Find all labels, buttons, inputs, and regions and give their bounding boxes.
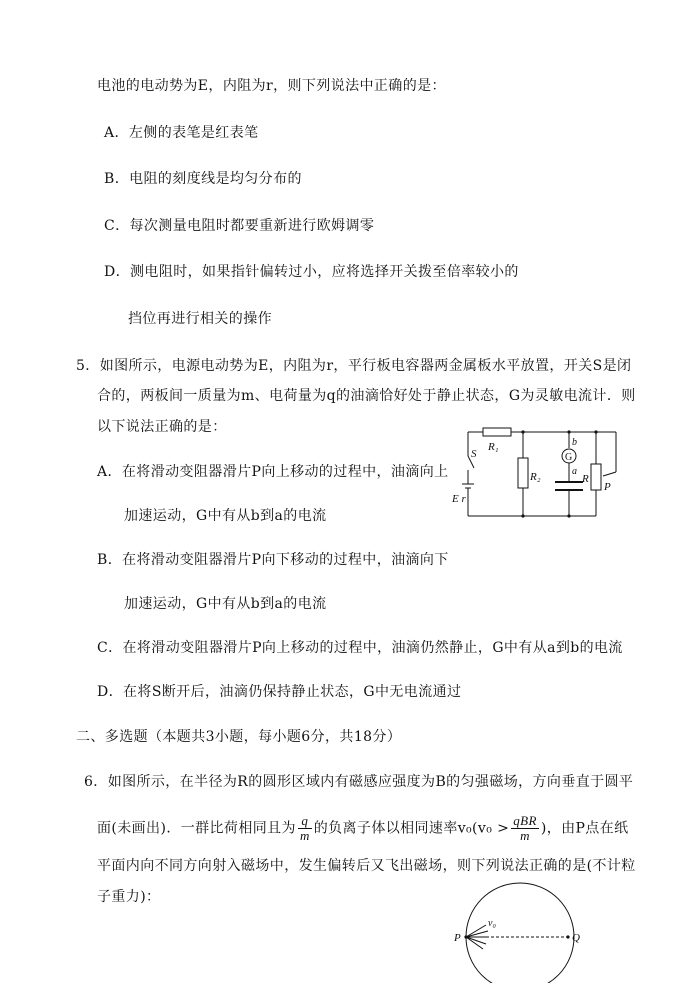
resistor-r1 [483, 428, 511, 436]
slider-p [603, 472, 616, 476]
velocity-arrows [466, 925, 488, 949]
resistor-r2 [518, 458, 528, 488]
q6-stem-line3: 平面内向不同方向射入磁场中，发生偏转后又飞出磁场，则下列说法正确的是(不计粒 [97, 858, 636, 874]
q4-option-d-line1: D．测电阻时，如果指针偏转过小，应将选择开关拨至倍率较小的 [104, 264, 519, 280]
q4-option-a: A．左侧的表笔是红表笔 [104, 125, 259, 141]
label-emf: E r [452, 493, 466, 505]
frac2-numerator: qBR [513, 813, 537, 828]
label-r: R [582, 473, 589, 485]
resistor-r [591, 464, 601, 490]
q6-stem-line4: 子重力)： [97, 889, 161, 905]
q5-stem-line2: 合的，两板间一质量为m、电荷量为q的油滴恰好处于静止状态，G为灵敏电流计．则 [97, 388, 636, 404]
q6-line2-part2: 的负离子体以相同速率v₀(v₀ > [313, 820, 510, 837]
fraction-q-over-m [298, 814, 312, 843]
label-v0: v₀ [488, 918, 496, 929]
q4-stem: 电池的电动势为E，内阻为r，则下列说法中正确的是： [97, 78, 446, 94]
q5-option-b-line1: B．在将滑动变阻器滑片P向下移动的过程中，油滴向下 [97, 552, 449, 568]
label-p: P [604, 481, 611, 493]
frac1-denominator: m [299, 828, 310, 843]
label-s: S [471, 448, 477, 460]
q5-option-d: D．在将S断开后，油滴仍保持静止状态，G中无电流通过 [97, 684, 462, 700]
q6-stem-line1: 6．如图所示，在半径为R的圆形区域内有磁感应强度为B的匀强磁场，方向垂直于圆平 [84, 774, 634, 790]
q4-option-d-line2: 挡位再进行相关的操作 [128, 311, 272, 327]
q5-stem-line1: 5．如图所示，电源电动势为E，内阻为r，平行板电容器两金属板水平放置，开关S是闭 [76, 358, 632, 374]
label-r2: R₂ [530, 471, 541, 483]
circuit-diagram [448, 424, 638, 522]
q5-option-a-line2: 加速运动，G中有从b到a的电流 [124, 508, 327, 524]
magnetic-field-diagram [450, 880, 590, 983]
label-p-point: P [454, 932, 461, 944]
q6-line2-part1: 面(未画出)．一群比荷相同且为 [97, 820, 296, 837]
frac2-denominator: m [520, 828, 530, 843]
label-g: G [565, 452, 573, 463]
frac1-numerator: q [298, 814, 312, 829]
label-a: a [572, 466, 577, 477]
q4-option-b: B．电阻的刻度线是均匀分布的 [104, 171, 302, 187]
q4-option-c: C．每次测量电阻时都要重新进行欧姆调零 [104, 218, 375, 234]
section-heading: 二、多选题（本题共3小题，每小题6分，共18分） [76, 729, 402, 745]
q5-option-b-line2: 加速运动，G中有从b到a的电流 [124, 596, 327, 612]
q6-stem-line2 [97, 814, 629, 843]
q5-stem-line3: 以下说法正确的是： [97, 419, 227, 435]
label-q-point: Q [572, 932, 580, 944]
q5-option-c: C．在将滑动变阻器滑片P向上移动的过程中，油滴仍然静止，G中有从a到b的电流 [97, 640, 623, 656]
fraction-qbr-over-m [511, 814, 539, 843]
q5-option-a-line1: A．在将滑动变阻器滑片P向上移动的过程中，油滴向上 [97, 464, 449, 480]
label-r1: R₁ [488, 441, 499, 453]
label-b: b [572, 437, 577, 448]
q6-line2-part3: )，由P点在纸 [540, 820, 629, 837]
